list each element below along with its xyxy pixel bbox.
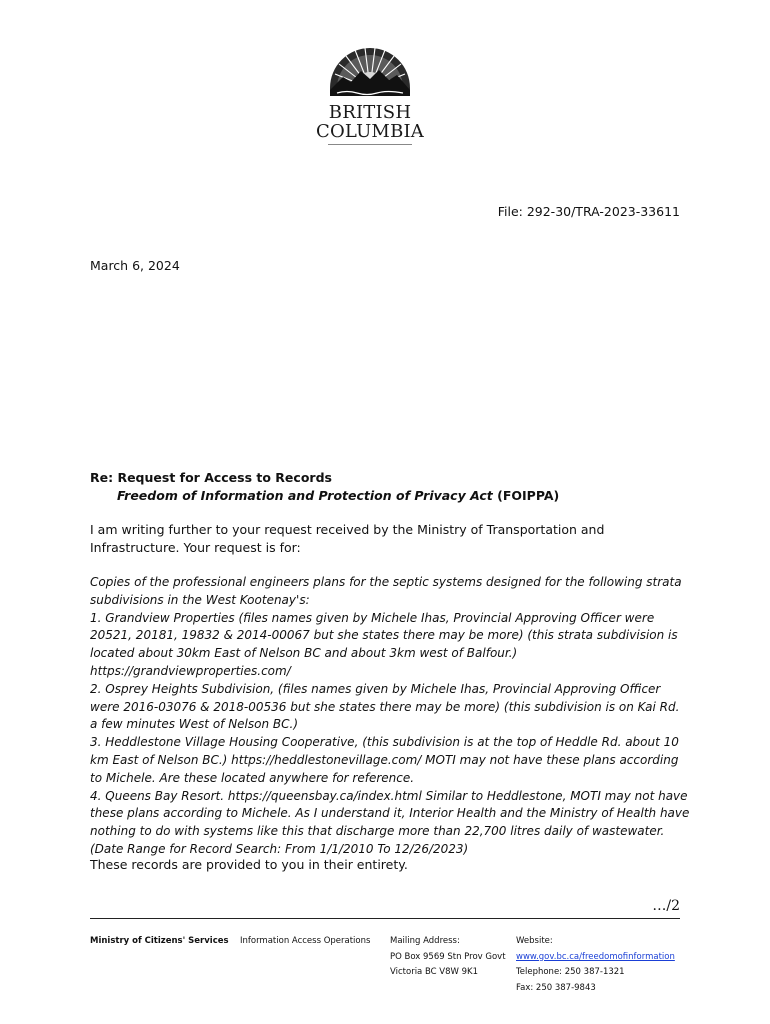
bc-sun-mountain-emblem-icon [327,44,413,102]
mailing-label: Mailing Address: [390,936,460,946]
mailing-line1: PO Box 9569 Stn Prov Govt [390,951,506,962]
file-reference: File: 292-30/TRA-2023-33611 [497,204,680,219]
footer-mailing-address [390,934,506,981]
footer-ministry: Ministry of Citizens' Services [90,936,229,946]
request-item: 1. Grandview Properties (files names given by Michele Ihas, Provincial Approving Officer were 20521, 20181, 19832 & 2014-00067 but she states there may be more) (this strata subdivision is located about 30km East of Nelson BC and about 3km west of Balfour.) https://grandviewproperties.com/ [90,610,678,678]
closing-paragraph: These records are provided to you in their entirety. [90,857,408,872]
logo-wordmark-british: BRITISH [328,102,412,123]
letter-date: March 6, 2024 [90,258,180,273]
request-item: 2. Osprey Heights Subdivision, (files names given by Michele Ihas, Provincial Approving Officer were 2016-03076 & 2018-00536 but she states there may be more) (this subdivision is on Kai Rd. a few minutes West of Nelson BC.) [90,681,680,732]
request-line: Copies of the professional engineers plans for the septic systems designed for the following strata subdivisions in the West Kootenay's: [90,575,682,607]
subject-line: Re: Request for Access to Records [90,470,332,485]
intro-paragraph: I am writing further to your request received by the Ministry of Transportation and Infrastructure. Your request is for: [90,522,605,555]
footer-divider [90,918,680,919]
mailing-line2: Victoria BC V8W 9K1 [390,967,479,977]
request-text [90,574,690,859]
website-link[interactable]: www.gov.bc.ca/freedomofinformation [516,951,675,962]
telephone: Telephone: 250 387-1321 [516,967,625,977]
subject-block [90,469,559,505]
request-item: 4. Queens Bay Resort. https://queensbay.ca/index.html Similar to Heddlestone, MOTI may not have these plans according to Michele. As I understand it, Interior Health and the Ministry of Health have nothing to do with systems like this that discharge more than 22,700 litres daily of wastewater. (Date Range for Record Search: From 1/1/2010 To 12/26/2023) [90,788,690,856]
request-item: 3. Heddlestone Village Housing Cooperative, (this subdivision is at the top of Heddle Rd. about 10 km East of Nelson BC.) https://heddlestonevillage.com/ MOTI may not have these plans according to Michele. Are these located anywhere for reference. [90,735,679,785]
footer-office: Information Access Operations [240,936,371,946]
act-line [90,487,559,505]
footer-contact [516,934,675,996]
act-name: Freedom of Information and Protection of Privacy Act [117,488,493,503]
fax: Fax: 250 387-9843 [516,982,596,993]
page-continuation-marker: …/2 [652,898,680,914]
logo-wordmark-columbia: COLUMBIA [315,121,425,142]
act-abbreviation: (FOIPPA) [492,488,560,503]
logo-underline [328,144,412,145]
website-label: Website: [516,936,553,946]
bc-government-logo [310,44,430,148]
